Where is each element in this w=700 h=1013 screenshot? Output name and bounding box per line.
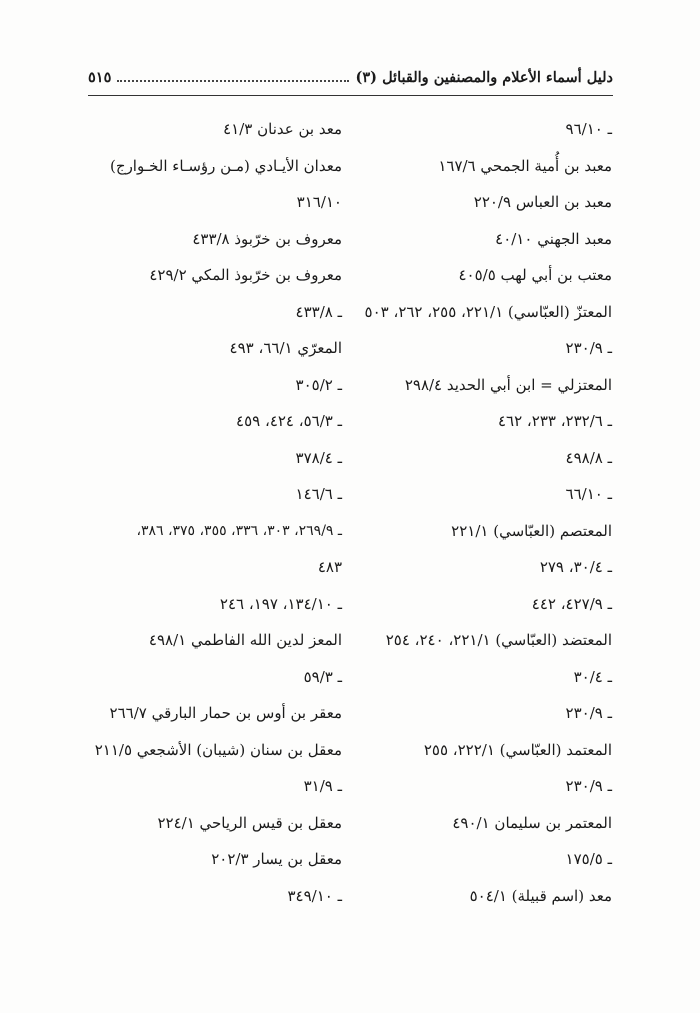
- index-entry: المعتضد (العبّاسي) ٢٢١/١، ٢٤٠، ٢٥٤: [385, 631, 612, 649]
- index-entry: ـ ٩٦/١٠: [565, 120, 612, 138]
- index-entry: ـ ٢٣٠/٩: [565, 777, 612, 795]
- index-entry: ـ ٣٠٥/٢: [295, 375, 342, 394]
- index-entry: معدان الأيـادي (مـن رؤسـاء الخـوارج): [110, 156, 342, 175]
- index-entry: المعتزلي = ابن أبي الحديد ٢٩٨/٤: [404, 375, 612, 394]
- index-entry: ـ ٣٠/٤، ٢٧٩: [539, 558, 612, 576]
- index-entry: معقل بن قيس الرياحي ٢٢٤/١: [157, 813, 342, 832]
- running-header: [88, 64, 613, 90]
- header-dot-leader: [117, 80, 349, 82]
- index-entry: معقل بن يسار ٢٠٢/٣: [211, 850, 342, 868]
- index-entry: ـ ١٧٥/٥: [565, 850, 612, 868]
- index-entry: المعتزّ (العبّاسي) ٢٢١/١، ٢٥٥، ٢٦٢، ٥٠٣: [364, 302, 612, 321]
- index-entry: ـ ٥٦/٣، ٤٢٤، ٤٥٩: [236, 412, 342, 430]
- index-entry: معتب بن أبي لهب ٤٠٥/٥: [458, 266, 612, 284]
- index-entry: معبد الجهني ٤٠/١٠: [495, 229, 612, 248]
- index-entry: معقر بن أوس بن حمار البارقي ٢٦٦/٧: [109, 704, 342, 722]
- index-entry: ـ ١٤٦/٦: [295, 485, 342, 503]
- header-title: دليل أسماء الأعلام والمصنفين والقبائل (٣): [355, 68, 613, 86]
- index-entry: المعتصم (العبّاسي) ٢٢١/١: [451, 521, 612, 540]
- index-entry: ـ ٣٤٩/١٠: [287, 886, 342, 905]
- index-entry: معد (اسم قبيلة) ٥٠٤/١: [469, 886, 612, 905]
- index-entry: ـ ٢٣٠/٩: [565, 339, 612, 357]
- index-entry: ـ ٤٣٣/٨: [295, 302, 342, 321]
- index-entry: المعرّي ٦٦/١، ٤٩٣: [229, 339, 342, 357]
- index-entry: معروف بن خرّبوذ المكي ٤٢٩/٢: [149, 266, 342, 284]
- index-entry: ـ ٤٩٨/٨: [565, 448, 612, 467]
- index-entry: ـ ٢٣٠/٩: [565, 704, 612, 722]
- index-entry: ٤٨٣: [317, 558, 342, 576]
- index-entry: ـ ٥٩/٣: [303, 667, 342, 686]
- index-entry: معد بن عدنان ٤١/٣: [223, 120, 342, 138]
- index-entry: ـ ١٣٤/١٠، ١٩٧، ٢٤٦: [219, 594, 342, 613]
- index-entry: معروف بن خرّبوذ ٤٣٣/٨: [192, 229, 342, 248]
- index-entry: ـ ٣١/٩: [303, 777, 342, 795]
- index-column-right: [362, 117, 612, 920]
- index-column-left: [92, 117, 342, 920]
- index-entry: معبد بن العباس ٢٢٠/٩: [473, 193, 612, 211]
- index-entry: ـ ٤٢٧/٩، ٤٤٢: [531, 594, 612, 613]
- index-entry: معبد بن أُمية الجمحي ١٦٧/٦: [438, 156, 612, 175]
- index-entry: ـ ٢٣٢/٦، ٢٣٣، ٤٦٢: [497, 412, 612, 430]
- index-entry: ـ ٣٧٨/٤: [295, 448, 342, 467]
- index-entry: المعتمر بن سليمان ٤٩٠/١: [452, 813, 612, 832]
- index-entry: ـ ٦٦/١٠: [565, 485, 612, 503]
- index-entry: معقل بن سنان (شيبان) الأشجعي ٢١١/٥: [94, 740, 342, 759]
- page-number: ٥١٥: [88, 68, 112, 86]
- header-rule: [88, 95, 613, 96]
- index-entry: المعز لدين الله الفاطمي ٤٩٨/١: [148, 631, 342, 649]
- index-entry: ـ ٣٠/٤: [573, 667, 612, 686]
- index-entry: ٣١٦/١٠: [296, 193, 342, 211]
- index-entry: المعتمد (العبّاسي) ٢٢٢/١، ٢٥٥: [423, 740, 612, 759]
- index-entry: ـ ٢٦٩/٩، ٣٠٣، ٣٣٦، ٣٥٥، ٣٧٥، ٣٨٦،: [136, 522, 342, 539]
